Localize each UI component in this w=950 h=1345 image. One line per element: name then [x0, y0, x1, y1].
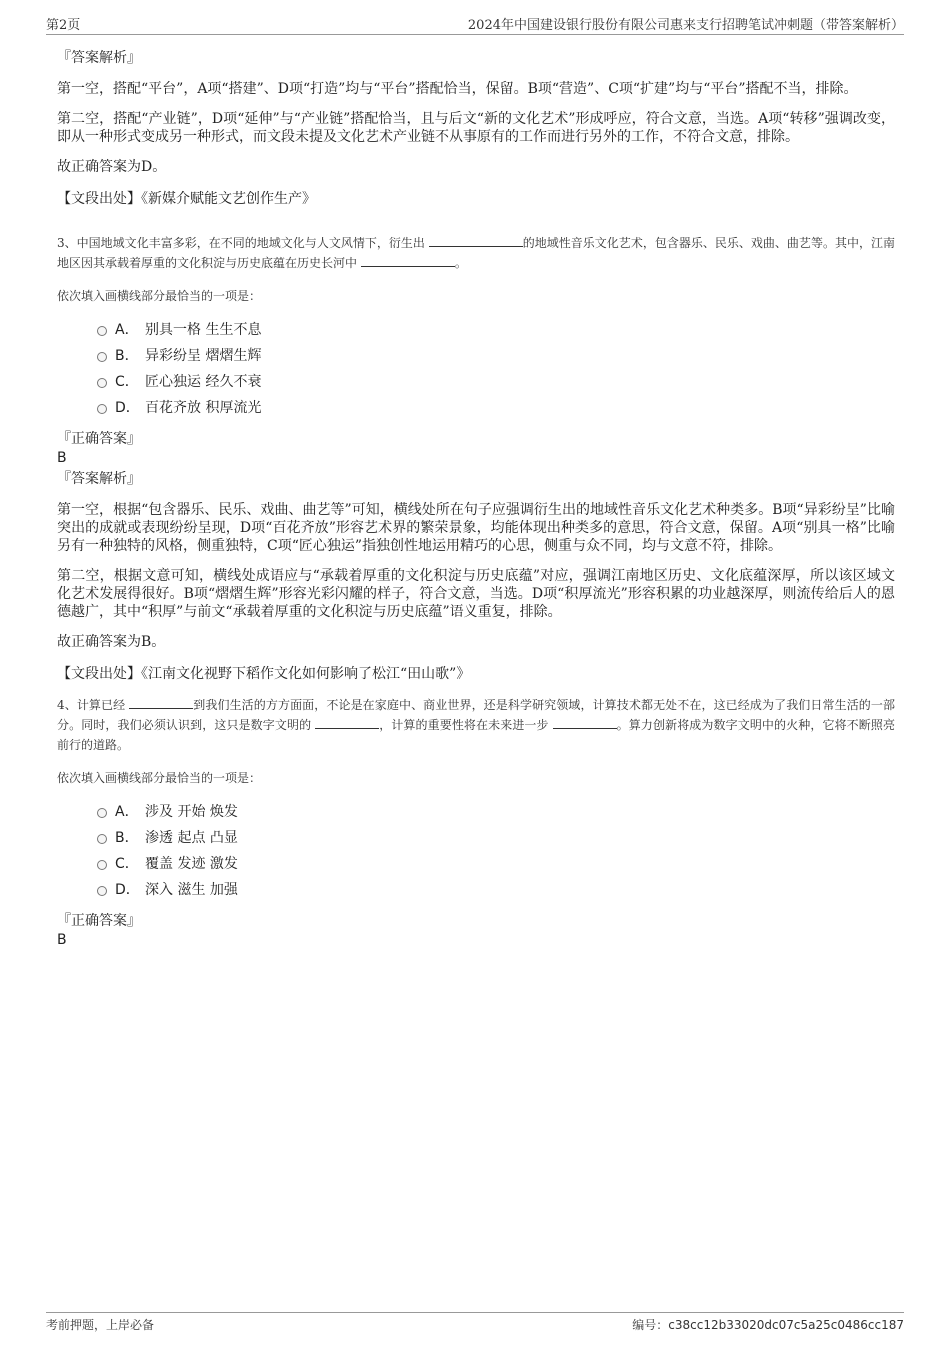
- footer-slogan: 考前押题，上岸必备: [46, 1318, 155, 1332]
- question-stem: 3、中国地域文化丰富多彩，在不同的地域文化与人文风情下，衍生出 的地域性音乐文化艺术，包含器乐、民乐、戏曲、曲艺等。其中，江南地区因其承载着厚重的文化积淀与历史底蕴在历史长河中 。: [57, 233, 895, 273]
- fill-blank: [361, 253, 455, 267]
- option-a[interactable]: A． 别具一格 生生不息: [57, 317, 895, 343]
- correct-answer: B: [57, 932, 67, 948]
- option-list: [57, 317, 895, 421]
- question-prompt: 依次填入画横线部分最恰当的一项是：: [57, 289, 262, 303]
- fill-blank: [129, 695, 193, 709]
- page-number: 第2页: [46, 18, 81, 33]
- option-c[interactable]: C． 匠心独运 经久不衰: [57, 369, 895, 395]
- page-footer: [46, 1312, 904, 1335]
- analysis-paragraph: 第一空，搭配“平台”，A项“搭建”、D项“打造”均与“平台”搭配恰当，保留。B项“营造”、C项“扩建”均与“平台”搭配不当，排除。: [57, 81, 858, 97]
- option-a[interactable]: A． 涉及 开始 焕发: [57, 799, 895, 825]
- analysis-paragraph: 第一空，根据“包含器乐、民乐、戏曲、曲艺等”可知，横线处所在句子应强调衍生出的地域性音乐文化艺术种类多。B项“异彩纷呈”比喻突出的成就或表现纷纷呈现，D项“百花齐放”形容艺术界的繁荣景象，均能体现出种类多的意思，符合文意，保留。A项“别具一格”比喻另有一种独特的风格，侧重独特，C项“匠心独运”指独创性地运用精巧的心思，侧重与众不同，均与文意不符，排除。: [57, 502, 895, 554]
- radio-button[interactable]: [97, 834, 107, 844]
- source-citation: 【文段出处】《江南文化视野下稻作文化如何影响了松江“田山歌”》: [57, 666, 471, 682]
- option-d[interactable]: D． 百花齐放 积厚流光: [57, 395, 895, 421]
- source-citation: 【文段出处】《新媒介赋能文艺创作生产》: [57, 191, 316, 207]
- fill-blank: [553, 715, 617, 729]
- analysis-paragraph: 第二空，根据文意可知，横线处成语应与“承载着厚重的文化积淀与历史底蕴”对应，强调江南地区历史、文化底蕴深厚，所以该区域文化艺术发展得很好。B项“熠熠生辉”形容光彩闪耀的样子，符合文意，当选。D项“积厚流光”形容积累的功业越深厚，则流传给后人的恩德越广，其中“积厚”与前文“承载着厚重的文化积淀与历史底蕴”语义重复，排除。: [57, 568, 895, 620]
- conclusion: 故正确答案为D。: [57, 159, 167, 175]
- fill-blank: [429, 233, 523, 247]
- radio-button[interactable]: [97, 352, 107, 362]
- option-d[interactable]: D． 深入 滋生 加强: [57, 877, 895, 903]
- document-title: 2024年中国建设银行股份有限公司惠来支行招聘笔试冲刺题（带答案解析）: [467, 18, 904, 33]
- analysis-tag: 『答案解析』: [57, 471, 141, 487]
- radio-button[interactable]: [97, 404, 107, 414]
- option-list: [57, 799, 895, 903]
- radio-button[interactable]: [97, 860, 107, 870]
- option-c[interactable]: C． 覆盖 发迹 激发: [57, 851, 895, 877]
- correct-answer: B: [57, 450, 67, 466]
- answer-tag: 『正确答案』: [57, 913, 141, 929]
- fill-blank: [315, 715, 379, 729]
- analysis-paragraph: 第二空，搭配“产业链”，D项“延伸”与“产业链”搭配恰当，且与后文“新的文化艺术”形成呼应，符合文意，当选。A项“转移”强调改变，即从一种形式变成另一种形式，而文段未提及文化艺术产业链不从事原有的工作而进行另外的工作，不符合文意，排除。: [57, 111, 895, 145]
- option-b[interactable]: B． 渗透 起点 凸显: [57, 825, 895, 851]
- analysis-tag: 『答案解析』: [57, 50, 141, 66]
- question-stem: 4、计算已经 到我们生活的方方面面，不论是在家庭中、商业世界，还是科学研究领域，计算技术都无处不在，这已经成为了我们日常生活的一部分。同时，我们必须认识到，这只是数字文明的 ，计算的重要性将在未来进一步 。算力创新将成为数字文明中的火种，它将不断照亮前行的道路。: [57, 695, 895, 755]
- answer-tag: 『正确答案』: [57, 431, 141, 447]
- question-prompt: 依次填入画横线部分最恰当的一项是：: [57, 771, 262, 785]
- radio-button[interactable]: [97, 326, 107, 336]
- radio-button[interactable]: [97, 886, 107, 896]
- radio-button[interactable]: [97, 808, 107, 818]
- page-header: [46, 14, 904, 35]
- document-code: 编号：c38cc12b33020dc07c5a25c0486cc187: [632, 1318, 904, 1332]
- document-body: [57, 48, 895, 949]
- radio-button[interactable]: [97, 378, 107, 388]
- conclusion: 故正确答案为B。: [57, 634, 166, 650]
- option-b[interactable]: B． 异彩纷呈 熠熠生辉: [57, 343, 895, 369]
